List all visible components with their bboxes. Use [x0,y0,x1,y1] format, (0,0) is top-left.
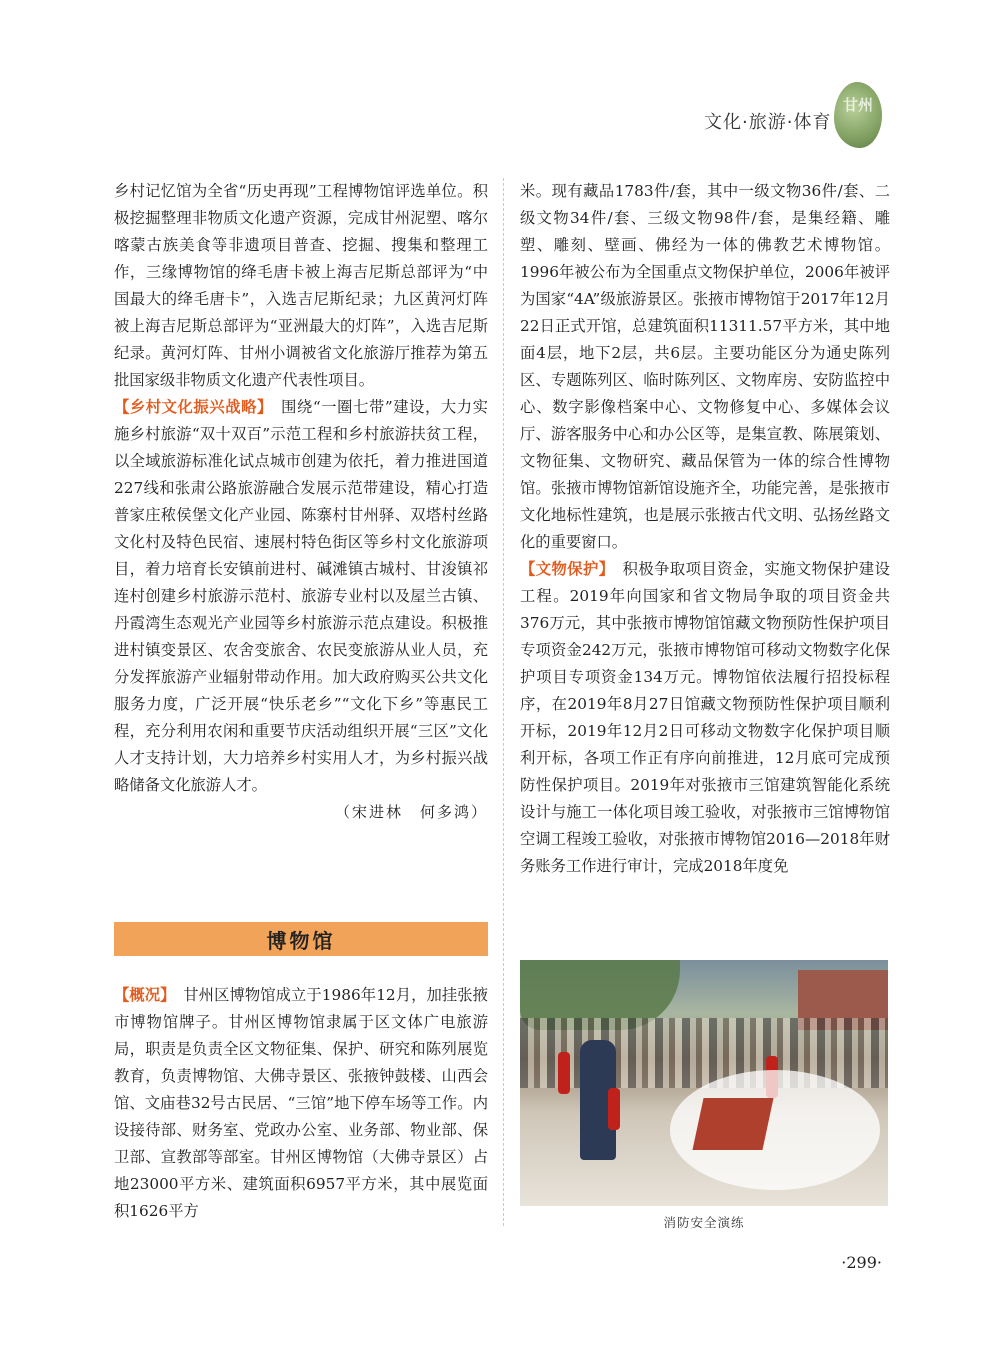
column-divider [503,178,504,1226]
photo-crowd [520,1018,888,1088]
fire-extinguisher [558,1052,570,1094]
rural-revitalization-tag: 【乡村文化振兴战略】 [114,398,266,416]
overview-paragraph [114,982,488,1225]
protection-tag: 【文物保护】 [520,560,607,578]
seal-logo [834,82,882,148]
rural-revitalization-text: 围绕“一圈七带”建设，大力实施乡村旅游“双十双百”示范工程和乡村旅游扶贫工程，以全域旅游标准化试点城市创建为依托，着力推进国道227线和张肃公路旅游融合发展示范带建设，精心打造普家庄秾侯堡文化产业园、陈寨村甘州驿、双塔村丝路文化村及特色民宿、速展村特色街区等乡村文化旅游项目，着力培育长安镇前进村、碱滩镇古城村、甘浚镇祁连村创建乡村旅游示范村、旅游专业村以及屋兰古镇、丹霞湾生态观光产业园等乡村旅游示范点建设。积极推进村镇变景区、农舍变旅舍、农民变旅游从业人员，充分发挥旅游产业辐射带动作用。加大政府购买公共文化服务力度，广泛开展“快乐老乡”“文化下乡”等惠民工程，充分利用农闲和重要节庆活动组织开展“三区”文化人才支持计划，大力培养乡村实用人才，为乡村振兴战略储备文化旅游人才。 [114,398,488,794]
right-column [520,178,890,880]
rural-revitalization-paragraph [114,394,488,799]
left-column [114,178,488,826]
left-paragraph-continued: 乡村记忆馆为全省“历史再现”工程博物馆评选单位。积极挖掘整理非物质文化遗产资源，完成甘州泥塑、喀尔喀蒙古族美食等非遗项目普查、挖掘、搜集和整理工作，三缘博物馆的绛毛唐卡被上海吉尼斯总部评为“中国最大的绛毛唐卡”，入选吉尼斯纪录；九区黄河灯阵被上海吉尼斯总部评为“亚洲最大的灯阵”，入选吉尼斯纪录。黄河灯阵、甘州小调被省文化旅游厅推荐为第五批国家级非物质文化遗产代表性项目。 [114,182,488,389]
right-paragraph-continued: 米。现有藏品1783件/套，其中一级文物36件/套、二级文物34件/套、三级文物98件/套，是集经籍、雕塑、雕刻、壁画、佛经为一体的佛教艺术博物馆。1996年被公布为全国重点文物保护单位，2006年被评为国家“4A”级旅游景区。张掖市博物馆于2017年12月22日正式开馆，总建筑面积11311.57平方米，其中地面4层，地下2层，共6层。主要功能区分为通史陈列区、专题陈列区、临时陈列区、文物库房、安防监控中心、数字影像档案中心、文物修复中心、多媒体会议厅、游客服务中心和办公区等，是集宣教、陈展策划、文物征集、文物研究、藏品保管为一体的综合性博物馆。张掖市博物馆新馆设施齐全，功能完善，是张掖市文化地标性建筑，也是展示张掖古代文明、弘扬丝路文化的重要窗口。 [520,182,890,551]
protection-text: 积极争取项目资金，实施文物保护建设工程。2019年向国家和省文物局争取的项目资金共376万元，其中张掖市博物馆馆藏文物预防性保护项目专项资金242万元，张掖市博物馆可移动文物数字化保护项目专项资金134万元。博物馆依法履行招投标程序，在2019年8月27日馆藏文物预防性保护项目顺利开标，2019年12月2日可移动文物数字化保护项目顺利开标，各项工作正有序向前推进，12月底可完成预防性保护项目。2019年对张掖市三馆建筑智能化系统设计与施工一体化项目竣工验收，对张掖市三馆博物馆空调工程竣工验收，对张掖市博物馆2016—2018年财务账务工作进行审计，完成2018年度免 [520,560,890,875]
overview-tag: 【概况】 [114,986,168,1004]
running-header-title: 文化·旅游·体育 [704,112,832,133]
section-heading: 博物馆 [266,928,336,953]
seal-lettering: 甘州 [842,96,873,114]
page-number: ·299· [841,1253,882,1272]
photo-caption: 消防安全演练 [663,1215,745,1230]
fire-extinguisher [608,1088,620,1130]
overview-text: 甘州区博物馆成立于1986年12月，加挂张掖市博物馆牌子。甘州区博物馆隶属于区文体广电旅游局，职责是负责全区文物征集、保护、研究和陈列展览教育，负责博物馆、大佛寺景区、张掖钟鼓楼、山西会馆、文庙巷32号古民居、“三馆”地下停车场等工作。内设接待部、财务室、党政办公室、业务部、物业部、保卫部、宣教部等部室。甘州区博物馆（大佛寺景区）占地23000平方米、建筑面积6957平方米，其中展览面积1626平方 [114,986,488,1220]
author-credit: （宋进林 何多鸿） [334,803,488,821]
photo-fire-pan [692,1098,773,1150]
overview-block [114,982,488,1225]
section-heading-bar [114,922,488,956]
protection-paragraph [520,556,890,880]
fire-drill-photo [520,960,888,1206]
